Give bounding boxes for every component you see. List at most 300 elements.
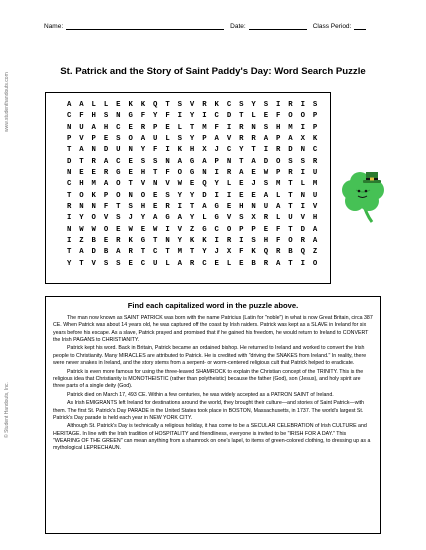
grid-letter[interactable]: V	[189, 101, 195, 109]
grid-letter[interactable]: S	[263, 101, 269, 109]
grid-letter[interactable]: C	[214, 112, 219, 121]
grid-letter[interactable]: X	[300, 135, 305, 144]
grid-letter[interactable]: T	[116, 203, 121, 212]
grid-letter[interactable]: Y	[189, 214, 195, 223]
grid-letter[interactable]: I	[300, 101, 305, 109]
grid-letter[interactable]: N	[66, 169, 72, 178]
grid-letter[interactable]: X	[251, 214, 256, 223]
grid-letter[interactable]: K	[312, 135, 318, 144]
grid-letter[interactable]: K	[128, 237, 133, 246]
grid-letter[interactable]: D	[300, 225, 305, 234]
grid-letter[interactable]: Q	[263, 248, 269, 257]
grid-letter[interactable]: V	[226, 135, 232, 144]
grid-letter[interactable]: D	[263, 157, 269, 166]
grid-letter[interactable]: C	[312, 146, 318, 155]
grid-letter[interactable]: E	[251, 169, 256, 178]
grid-letter[interactable]: N	[300, 146, 305, 155]
grid-letter[interactable]: T	[288, 225, 293, 234]
grid-letter[interactable]: I	[300, 123, 305, 132]
grid-letter[interactable]: R	[288, 169, 293, 178]
grid-letter[interactable]: J	[128, 214, 133, 223]
grid-letter[interactable]: E	[140, 225, 146, 234]
grid-letter[interactable]: T	[79, 157, 84, 166]
name-line[interactable]	[66, 22, 224, 30]
grid-letter[interactable]: V	[103, 214, 109, 223]
grid-letter[interactable]: P	[239, 225, 244, 234]
grid-letter[interactable]: E	[226, 203, 232, 212]
grid-letter[interactable]: U	[263, 203, 269, 212]
grid-letter[interactable]: A	[312, 237, 318, 246]
grid-letter[interactable]: U	[153, 259, 158, 268]
grid-letter[interactable]: S	[288, 157, 293, 166]
grid-letter[interactable]: N	[153, 180, 158, 189]
grid-letter[interactable]: P	[66, 135, 72, 144]
grid-letter[interactable]: S	[239, 101, 244, 109]
grid-letter[interactable]: E	[128, 169, 133, 178]
grid-letter[interactable]: S	[300, 157, 305, 166]
grid-letter[interactable]: K	[214, 101, 219, 109]
grid-letter[interactable]: D	[288, 146, 293, 155]
grid-letter[interactable]: N	[251, 123, 256, 132]
grid-letter[interactable]: B	[251, 259, 256, 268]
grid-letter[interactable]: W	[263, 169, 269, 178]
grid-letter[interactable]: G	[214, 203, 219, 212]
grid-letter[interactable]: O	[91, 214, 96, 223]
grid-letter[interactable]: R	[226, 169, 232, 178]
grid-letter[interactable]: P	[312, 123, 318, 132]
grid-letter[interactable]: L	[103, 101, 109, 109]
grid-letter[interactable]: N	[91, 203, 96, 212]
grid-letter[interactable]: R	[226, 237, 232, 246]
grid-letter[interactable]: H	[140, 203, 146, 212]
grid-letter[interactable]: N	[116, 112, 121, 121]
grid-letter[interactable]: Y	[140, 214, 146, 223]
name-field[interactable]	[44, 22, 224, 30]
grid-letter[interactable]: A	[251, 157, 256, 166]
grid-letter[interactable]: S	[251, 237, 256, 246]
grid-letter[interactable]: R	[140, 123, 146, 132]
grid-letter[interactable]: C	[226, 146, 232, 155]
grid-letter[interactable]: T	[251, 146, 256, 155]
grid-letter[interactable]: P	[276, 169, 281, 178]
grid-letter[interactable]: E	[103, 237, 109, 246]
grid-letter[interactable]: E	[91, 169, 96, 178]
grid-letter[interactable]: Z	[189, 225, 195, 234]
grid-letter[interactable]: Y	[140, 146, 146, 155]
grid-letter[interactable]: I	[226, 191, 232, 200]
grid-letter[interactable]: O	[79, 191, 84, 200]
grid-letter[interactable]: T	[66, 146, 72, 155]
grid-letter[interactable]: T	[140, 248, 146, 257]
grid-letter[interactable]: F	[79, 112, 84, 121]
grid-letter[interactable]: V	[140, 180, 146, 189]
grid-letter[interactable]: I	[263, 146, 269, 155]
grid-letter[interactable]: X	[202, 146, 207, 155]
grid-letter[interactable]: T	[288, 180, 293, 189]
grid-letter[interactable]: O	[288, 112, 293, 121]
grid-letter[interactable]: N	[251, 203, 256, 212]
grid-letter[interactable]: B	[288, 248, 293, 257]
grid-letter[interactable]: R	[239, 123, 244, 132]
grid-letter[interactable]: B	[91, 237, 96, 246]
grid-letter[interactable]: T	[153, 169, 158, 178]
grid-letter[interactable]: C	[66, 180, 72, 189]
grid-letter[interactable]: F	[153, 146, 158, 155]
grid-letter[interactable]: L	[165, 135, 170, 144]
grid-letter[interactable]: N	[66, 123, 72, 132]
grid-letter[interactable]: Y	[189, 112, 195, 121]
grid-letter[interactable]: L	[202, 214, 207, 223]
grid-letter[interactable]: A	[312, 225, 318, 234]
grid-letter[interactable]: P	[214, 157, 219, 166]
grid-letter[interactable]: S	[116, 135, 121, 144]
grid-letter[interactable]: T	[239, 112, 244, 121]
grid-letter[interactable]: U	[79, 123, 84, 132]
grid-letter[interactable]: S	[116, 259, 121, 268]
grid-letter[interactable]: A	[153, 214, 158, 223]
grid-letter[interactable]: M	[276, 180, 281, 189]
grid-letter[interactable]: H	[140, 169, 146, 178]
grid-letter[interactable]: T	[288, 259, 293, 268]
grid-letter[interactable]: K	[202, 237, 207, 246]
grid-letter[interactable]: S	[116, 214, 121, 223]
grid-letter[interactable]: S	[103, 112, 109, 121]
grid-letter[interactable]: R	[91, 157, 96, 166]
grid-letter[interactable]: G	[140, 237, 146, 246]
grid-letter[interactable]: K	[91, 191, 96, 200]
grid-letter[interactable]: I	[202, 112, 207, 121]
grid-letter[interactable]: D	[91, 248, 96, 257]
grid-letter[interactable]: O	[140, 191, 146, 200]
grid-letter[interactable]: H	[91, 112, 96, 121]
grid-letter[interactable]: U	[288, 214, 293, 223]
grid-letter[interactable]: I	[300, 259, 305, 268]
grid-letter[interactable]: E	[153, 191, 158, 200]
grid-letter[interactable]: Y	[214, 180, 219, 189]
grid-letter[interactable]: O	[103, 225, 109, 234]
grid-letter[interactable]: I	[66, 214, 72, 223]
grid-letter[interactable]: A	[79, 146, 84, 155]
grid-letter[interactable]: M	[202, 123, 207, 132]
grid-letter[interactable]: W	[153, 225, 158, 234]
grid-letter[interactable]: D	[66, 157, 72, 166]
grid-letter[interactable]: B	[103, 248, 109, 257]
grid-letter[interactable]: J	[251, 180, 256, 189]
grid-letter[interactable]: V	[165, 180, 170, 189]
grid-letter[interactable]: A	[66, 101, 72, 109]
grid-letter[interactable]: V	[312, 203, 318, 212]
grid-letter[interactable]: E	[103, 135, 109, 144]
grid-letter[interactable]: F	[214, 123, 219, 132]
grid-letter[interactable]: I	[300, 169, 305, 178]
grid-letter[interactable]: S	[263, 180, 269, 189]
grid-letter[interactable]: E	[239, 191, 244, 200]
grid-letter[interactable]: E	[214, 259, 219, 268]
grid-letter[interactable]: S	[263, 123, 269, 132]
grid-letter[interactable]: T	[189, 248, 195, 257]
grid-letter[interactable]: S	[103, 259, 109, 268]
grid-letter[interactable]: Y	[153, 112, 158, 121]
grid-letter[interactable]: G	[128, 112, 133, 121]
grid-letter[interactable]: I	[214, 237, 219, 246]
class-period-field[interactable]	[313, 22, 367, 30]
grid-letter[interactable]: F	[276, 225, 281, 234]
grid-letter[interactable]: G	[189, 169, 195, 178]
grid-letter[interactable]: I	[226, 123, 232, 132]
grid-letter[interactable]: A	[239, 169, 244, 178]
grid-letter[interactable]: S	[239, 214, 244, 223]
grid-letter[interactable]: U	[153, 135, 158, 144]
grid-letter[interactable]: T	[239, 157, 244, 166]
grid-letter[interactable]: P	[103, 191, 109, 200]
grid-letter[interactable]: A	[79, 248, 84, 257]
grid-letter[interactable]: N	[79, 203, 84, 212]
grid-letter[interactable]: V	[177, 225, 183, 234]
grid-letter[interactable]: J	[214, 248, 219, 257]
grid-letter[interactable]: R	[263, 259, 269, 268]
grid-letter[interactable]: T	[189, 203, 195, 212]
grid-letter[interactable]: A	[177, 157, 183, 166]
grid-letter[interactable]: E	[79, 169, 84, 178]
grid-letter[interactable]: O	[116, 180, 121, 189]
grid-letter[interactable]: E	[239, 180, 244, 189]
grid-letter[interactable]: S	[312, 101, 318, 109]
grid-letter[interactable]: F	[165, 112, 170, 121]
grid-letter[interactable]: I	[177, 112, 183, 121]
grid-letter[interactable]: R	[263, 214, 269, 223]
grid-letter[interactable]: A	[91, 123, 96, 132]
grid-letter[interactable]: E	[116, 101, 121, 109]
grid-letter[interactable]: U	[116, 146, 121, 155]
grid-letter[interactable]: Y	[177, 191, 183, 200]
grid-letter[interactable]: Y	[189, 191, 195, 200]
grid-letter[interactable]: U	[312, 169, 318, 178]
grid-letter[interactable]: Y	[251, 101, 256, 109]
grid-letter[interactable]: L	[300, 180, 305, 189]
grid-letter[interactable]: E	[128, 157, 133, 166]
grid-letter[interactable]: Y	[202, 248, 207, 257]
grid-letter[interactable]: E	[128, 259, 133, 268]
grid-letter[interactable]: C	[66, 112, 72, 121]
grid-letter[interactable]: C	[116, 123, 121, 132]
grid-letter[interactable]: Q	[202, 180, 207, 189]
grid-letter[interactable]: O	[226, 225, 232, 234]
grid-letter[interactable]: I	[214, 191, 219, 200]
grid-letter[interactable]: L	[276, 214, 281, 223]
grid-letter[interactable]: T	[153, 237, 158, 246]
grid-letter[interactable]: P	[276, 135, 281, 144]
grid-letter[interactable]: Y	[189, 135, 195, 144]
grid-letter[interactable]: T	[66, 191, 72, 200]
grid-letter[interactable]: A	[214, 135, 219, 144]
grid-letter[interactable]: P	[91, 135, 96, 144]
grid-letter[interactable]: N	[165, 157, 170, 166]
grid-letter[interactable]: I	[165, 146, 170, 155]
grid-letter[interactable]: L	[226, 259, 232, 268]
grid-letter[interactable]: R	[288, 101, 293, 109]
grid-letter[interactable]: A	[116, 248, 121, 257]
grid-letter[interactable]: E	[263, 225, 269, 234]
grid-letter[interactable]: T	[288, 203, 293, 212]
grid-letter[interactable]: T	[165, 248, 170, 257]
grid-letter[interactable]: O	[300, 112, 305, 121]
grid-letter[interactable]: F	[165, 169, 170, 178]
grid-letter[interactable]: R	[276, 146, 281, 155]
grid-letter[interactable]: O	[116, 191, 121, 200]
grid-letter[interactable]: R	[312, 157, 318, 166]
grid-letter[interactable]: I	[165, 225, 170, 234]
grid-letter[interactable]: I	[177, 203, 183, 212]
grid-letter[interactable]: M	[312, 180, 318, 189]
grid-letter[interactable]: Y	[66, 259, 72, 268]
grid-letter[interactable]: F	[103, 203, 109, 212]
grid-letter[interactable]: Q	[153, 101, 158, 109]
grid-letter[interactable]: N	[226, 157, 232, 166]
grid-letter[interactable]: A	[79, 101, 84, 109]
grid-letter[interactable]: E	[239, 259, 244, 268]
class-period-line[interactable]	[354, 22, 366, 30]
grid-letter[interactable]: K	[128, 101, 133, 109]
grid-letter[interactable]: A	[177, 259, 183, 268]
grid-letter[interactable]: S	[140, 157, 146, 166]
grid-letter[interactable]: V	[226, 214, 232, 223]
grid-letter[interactable]: V	[91, 259, 96, 268]
grid-letter[interactable]: W	[177, 180, 183, 189]
grid-letter[interactable]: C	[116, 157, 121, 166]
grid-letter[interactable]: I	[66, 237, 72, 246]
grid-letter[interactable]: G	[189, 157, 195, 166]
grid-letter[interactable]: P	[312, 112, 318, 121]
grid-letter[interactable]: P	[202, 135, 207, 144]
grid-letter[interactable]: A	[202, 203, 207, 212]
grid-letter[interactable]: P	[153, 123, 158, 132]
grid-letter[interactable]: M	[177, 248, 183, 257]
grid-letter[interactable]: C	[226, 101, 232, 109]
grid-letter[interactable]: A	[103, 157, 109, 166]
grid-letter[interactable]: W	[128, 225, 133, 234]
grid-letter[interactable]: K	[177, 146, 183, 155]
grid-letter[interactable]: Y	[79, 214, 84, 223]
grid-letter[interactable]: E	[128, 123, 133, 132]
grid-letter[interactable]: U	[312, 191, 318, 200]
grid-letter[interactable]: S	[177, 101, 183, 109]
grid-letter[interactable]: G	[214, 214, 219, 223]
date-field[interactable]	[230, 22, 307, 30]
grid-letter[interactable]: G	[202, 225, 207, 234]
grid-letter[interactable]: F	[140, 112, 146, 121]
grid-letter[interactable]: E	[189, 180, 195, 189]
grid-letter[interactable]: K	[189, 237, 195, 246]
grid-letter[interactable]: L	[276, 191, 281, 200]
grid-letter[interactable]: E	[263, 112, 269, 121]
grid-letter[interactable]: D	[103, 146, 109, 155]
grid-letter[interactable]: I	[214, 169, 219, 178]
grid-letter[interactable]: H	[312, 214, 318, 223]
grid-letter[interactable]: A	[177, 214, 183, 223]
grid-letter[interactable]: K	[140, 101, 146, 109]
grid-letter[interactable]: I	[239, 237, 244, 246]
grid-letter[interactable]: H	[263, 237, 269, 246]
grid-letter[interactable]: P	[251, 225, 256, 234]
grid-letter[interactable]: A	[140, 135, 146, 144]
grid-letter[interactable]: X	[226, 248, 232, 257]
grid-letter[interactable]: L	[165, 259, 170, 268]
grid-letter[interactable]: Y	[239, 146, 244, 155]
grid-letter[interactable]: R	[165, 203, 170, 212]
grid-letter[interactable]: D	[226, 112, 232, 121]
grid-letter[interactable]: C	[153, 248, 158, 257]
grid-letter[interactable]: R	[189, 259, 195, 268]
grid-letter[interactable]: O	[177, 169, 183, 178]
grid-letter[interactable]: N	[165, 237, 170, 246]
grid-letter[interactable]: N	[128, 146, 133, 155]
grid-letter[interactable]: G	[165, 214, 170, 223]
grid-letter[interactable]: O	[288, 237, 293, 246]
grid-letter[interactable]: F	[276, 237, 281, 246]
grid-letter[interactable]: R	[66, 203, 72, 212]
grid-letter[interactable]: L	[226, 180, 232, 189]
grid-letter[interactable]: W	[91, 225, 96, 234]
grid-letter[interactable]: R	[103, 169, 109, 178]
grid-letter[interactable]: O	[128, 135, 133, 144]
grid-letter[interactable]: O	[276, 157, 281, 166]
grid-letter[interactable]: R	[116, 237, 121, 246]
grid-letter[interactable]: L	[251, 112, 256, 121]
grid-letter[interactable]: A	[276, 203, 281, 212]
grid-letter[interactable]: S	[153, 157, 158, 166]
grid-letter[interactable]: A	[288, 135, 293, 144]
grid-letter[interactable]: R	[300, 237, 305, 246]
grid-letter[interactable]: M	[288, 123, 293, 132]
date-line[interactable]	[249, 22, 307, 30]
grid-letter[interactable]: N	[300, 191, 305, 200]
grid-letter[interactable]: R	[128, 248, 133, 257]
grid-letter[interactable]: R	[239, 135, 244, 144]
grid-letter[interactable]: V	[79, 135, 84, 144]
grid-letter[interactable]: S	[165, 191, 170, 200]
grid-letter[interactable]: T	[66, 248, 72, 257]
grid-letter[interactable]: M	[91, 180, 96, 189]
grid-letter[interactable]: O	[312, 259, 318, 268]
grid-letter[interactable]: C	[202, 259, 207, 268]
grid-letter[interactable]: S	[128, 203, 133, 212]
grid-letter[interactable]: A	[202, 157, 207, 166]
grid-letter[interactable]: K	[251, 248, 256, 257]
grid-letter[interactable]: E	[116, 225, 121, 234]
grid-letter[interactable]: H	[103, 123, 109, 132]
grid-letter[interactable]: J	[214, 146, 219, 155]
grid-letter[interactable]: F	[239, 248, 244, 257]
grid-letter[interactable]: S	[177, 135, 183, 144]
grid-letter[interactable]: Z	[312, 248, 318, 257]
grid-letter[interactable]: A	[276, 259, 281, 268]
grid-letter[interactable]: T	[288, 191, 293, 200]
grid-letter[interactable]: H	[239, 203, 244, 212]
grid-letter[interactable]: T	[79, 259, 84, 268]
grid-letter[interactable]: D	[202, 191, 207, 200]
grid-letter[interactable]: I	[300, 203, 305, 212]
grid-letter[interactable]: Q	[300, 248, 305, 257]
grid-letter[interactable]: H	[189, 146, 195, 155]
grid-letter[interactable]: N	[128, 191, 133, 200]
grid-letter[interactable]: L	[91, 101, 96, 109]
grid-letter[interactable]: F	[276, 112, 281, 121]
grid-letter[interactable]: R	[276, 248, 281, 257]
grid-letter[interactable]: Z	[79, 237, 84, 246]
grid-letter[interactable]: R	[251, 135, 256, 144]
grid-letter[interactable]: N	[91, 146, 96, 155]
grid-letter[interactable]: T	[189, 123, 195, 132]
